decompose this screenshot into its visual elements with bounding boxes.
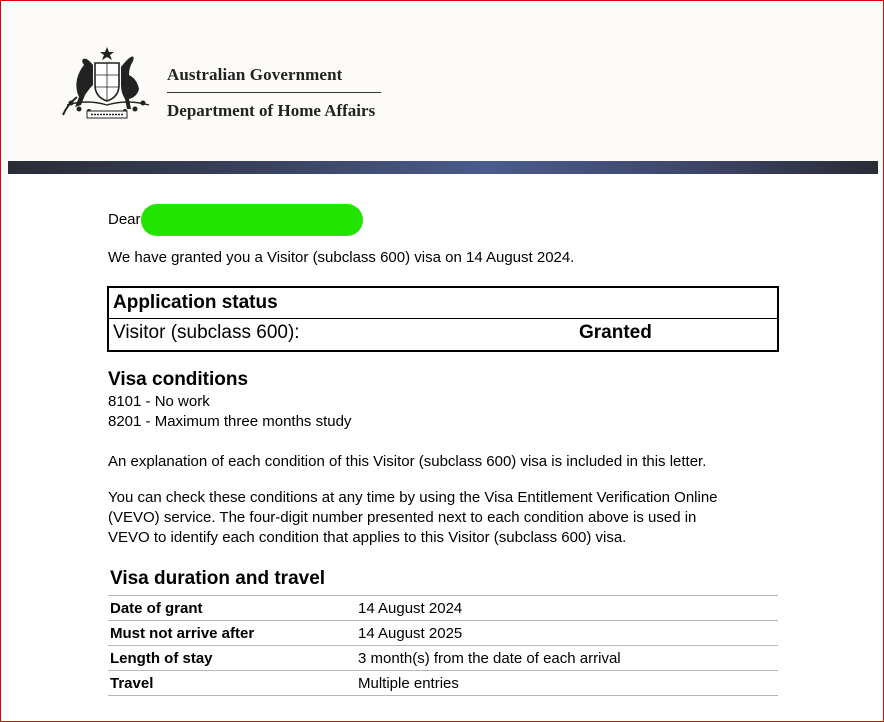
government-name: Australian Government bbox=[167, 65, 343, 84]
application-status-box bbox=[107, 286, 779, 352]
condition-item: 8201 - Maximum three months study bbox=[108, 413, 352, 430]
table-row bbox=[108, 671, 778, 696]
status-badge: Granted bbox=[579, 322, 652, 343]
row-label: Travel bbox=[108, 671, 356, 696]
table-row bbox=[108, 646, 778, 671]
salutation: Dear bbox=[108, 211, 141, 228]
vevo-paragraph-line: (VEVO) service. The four-digit number presented next to each condition above is used in bbox=[108, 509, 697, 526]
table-row bbox=[108, 596, 778, 621]
grant-sentence: We have granted you a Visitor (subclass 600) visa on 14 August 2024. bbox=[108, 249, 575, 266]
redacted-name bbox=[141, 204, 363, 236]
vevo-paragraph-line: VEVO to identify each condition that applies to this Visitor (subclass 600) visa. bbox=[108, 529, 627, 546]
conditions-explanation: An explanation of each condition of this Visitor (subclass 600) visa is included in this letter. bbox=[108, 453, 707, 470]
header-stripe bbox=[8, 161, 878, 174]
department-name: Department of Home Affairs bbox=[167, 101, 376, 120]
row-label: Date of grant bbox=[108, 596, 356, 621]
letterhead-divider bbox=[167, 92, 381, 93]
visa-conditions-title: Visa conditions bbox=[108, 369, 249, 390]
row-value: 14 August 2024 bbox=[356, 596, 778, 621]
row-value: 3 month(s) from the date of each arrival bbox=[356, 646, 778, 671]
row-label: Must not arrive after bbox=[108, 621, 356, 646]
visa-duration-table bbox=[108, 595, 778, 696]
visa-duration-title: Visa duration and travel bbox=[110, 568, 326, 589]
condition-item: 8101 - No work bbox=[108, 393, 210, 410]
coat-of-arms-icon bbox=[57, 45, 157, 121]
row-label: Length of stay bbox=[108, 646, 356, 671]
table-row bbox=[108, 621, 778, 646]
row-value: 14 August 2025 bbox=[356, 621, 778, 646]
status-title: Application status bbox=[113, 292, 278, 313]
vevo-paragraph-line: You can check these conditions at any time by using the Visa Entitlement Verification Online bbox=[108, 489, 718, 506]
row-value: Multiple entries bbox=[356, 671, 778, 696]
visa-label: Visitor (subclass 600): bbox=[113, 322, 300, 343]
